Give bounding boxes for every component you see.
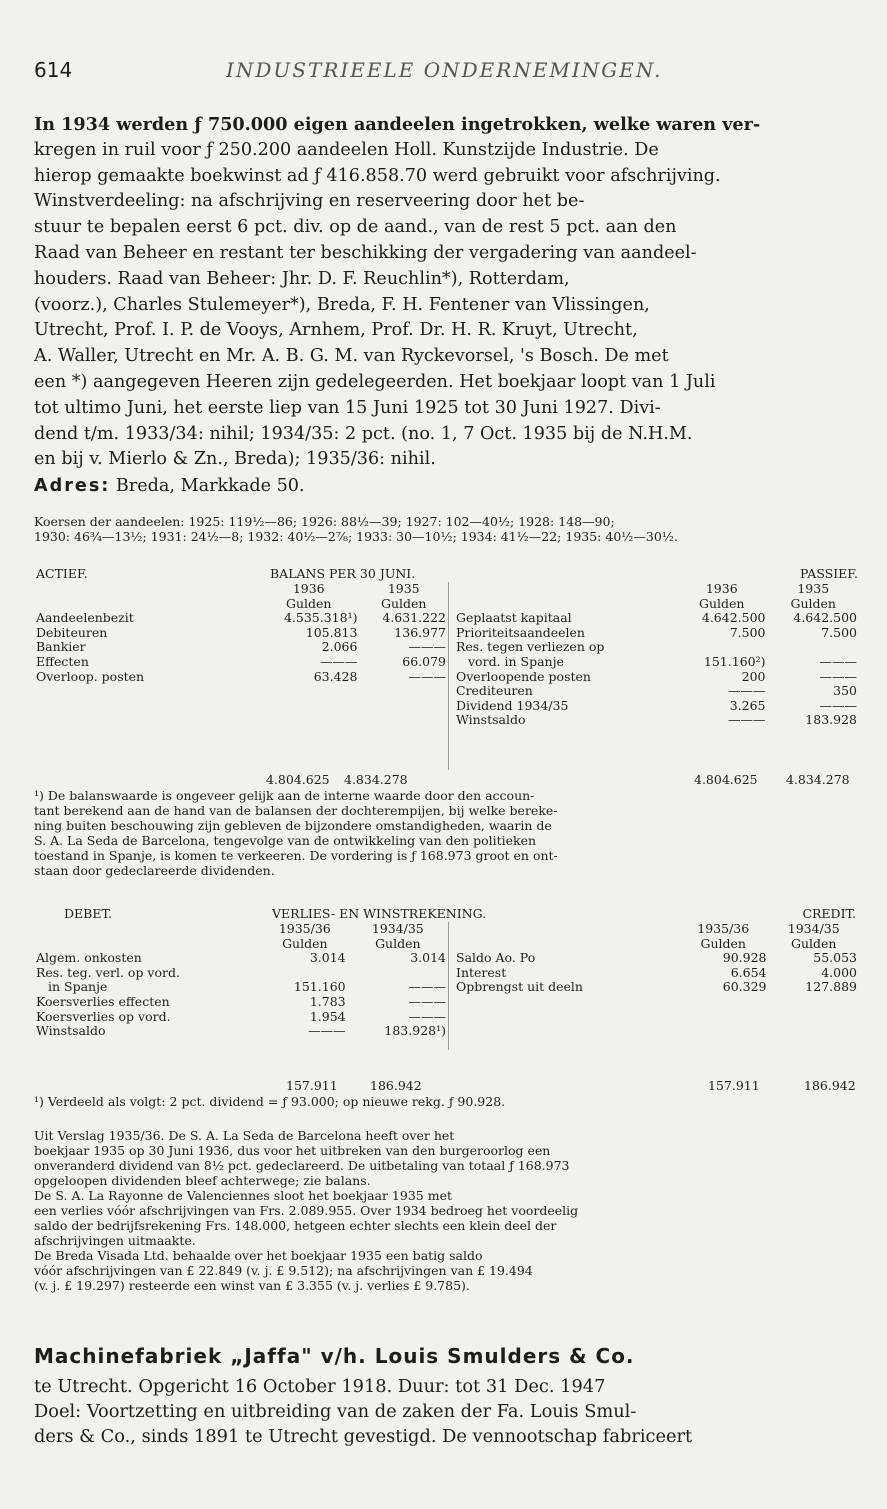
text-line: Raad van Beheer en restant ter beschikking der vergadering van aandeel- xyxy=(34,242,697,263)
table-row xyxy=(34,980,448,995)
text-cell: ——— xyxy=(408,668,446,684)
vw-totals xyxy=(34,1078,860,1094)
text-cell: ——— xyxy=(819,697,857,713)
text-cell: Res. tegen verliezen op xyxy=(456,639,605,655)
table-row xyxy=(454,640,859,655)
text-cell: 66.079 xyxy=(402,653,446,669)
text-cell: (v. j. £ 19.297) resteerde een winst van £ 3.355 (v. j. verlies £ 9.785). xyxy=(34,1278,470,1293)
text-cell: Doel: Voortzetting en uitbreiding van de zaken der Fa. Louis Smul- xyxy=(34,1401,637,1422)
text-line: (voorz.), Charles Stulemeyer*), Breda, F. H. Fentener van Vlissingen, xyxy=(34,294,650,315)
text-cell: onveranderd dividend van 8½ pct. gedeclareerd. De uitbetaling van totaal ƒ 168.973 xyxy=(34,1158,570,1173)
text-cell: ——— xyxy=(728,683,766,699)
running-title: INDUSTRIEELE ONDERNEMINGEN. xyxy=(226,58,663,82)
vw-divider xyxy=(448,922,449,1050)
text-cell: ——— xyxy=(819,668,857,684)
table-row xyxy=(454,713,859,728)
total-value: 4.834.278 xyxy=(786,772,850,787)
table-row xyxy=(34,995,448,1010)
table-row xyxy=(34,1024,448,1039)
text-cell: 55.053 xyxy=(813,950,857,966)
text-cell: 4.642.500 xyxy=(701,610,766,626)
text-cell: ¹) Verdeeld als volgt: 2 pct. dividend = ƒ 93.000; op nieuwe rekg. ƒ 90.928. xyxy=(34,1094,506,1109)
text-cell: 1934/35 xyxy=(787,921,840,936)
text-cell: 3.265 xyxy=(729,697,766,713)
text-cell: 105.813 xyxy=(305,624,358,640)
text-cell: 200 xyxy=(741,668,766,684)
table-row xyxy=(34,670,448,685)
text-line: hierop gemaakte boekwinst ad ƒ 416.858.70 werd gebruikt voor afschrijving. xyxy=(34,165,721,186)
vw-title: VERLIES- EN WINSTREKENING. xyxy=(272,906,487,921)
text-cell: Interest xyxy=(456,964,507,980)
text-cell xyxy=(768,640,860,655)
text-cell: De S. A. La Rayonne de Valenciennes sloot het boekjaar 1935 met xyxy=(34,1188,452,1203)
text-cell: ——— xyxy=(408,639,446,655)
text-line: Winstverdeeling: na afschrijving en reserveering door het be- xyxy=(34,191,585,212)
text-cell: Dividend 1934/35 xyxy=(456,697,569,713)
text-cell: tant berekend aan de hand van de balansen der dochterempijen, bij welke bereke- xyxy=(34,803,558,818)
text-cell: 1934/35 xyxy=(371,921,424,936)
text-cell: Gulden xyxy=(790,595,836,611)
text-cell: Prioriteitsaandeelen xyxy=(456,624,585,640)
text-cell: ——— xyxy=(408,993,446,1009)
text-cell: 90.928 xyxy=(722,950,767,966)
text-cell: 183.928¹) xyxy=(384,1023,446,1039)
text-line: een *) aangegeven Heeren zijn gedelegeerden. Het boekjaar loopt van 1 Juli xyxy=(34,371,716,392)
table-row xyxy=(454,670,859,685)
text-cell: ——— xyxy=(408,1008,446,1024)
adres-label: Adres: xyxy=(34,476,111,496)
text-cell: 1935 xyxy=(797,581,830,596)
text-cell: ——— xyxy=(819,653,857,669)
text-cell: De Breda Visada Ltd. behaalde over het boekjaar 1935 een batig saldo xyxy=(34,1248,483,1263)
table-row xyxy=(454,611,859,626)
table-row xyxy=(454,684,859,699)
text-cell: 157.911 xyxy=(286,1078,338,1093)
text-cell xyxy=(676,640,768,655)
text-line: kregen in ruil voor ƒ 250.200 aandeelen Holl. Kunstzijde Industrie. De xyxy=(34,139,659,160)
text-line: stuur te bepalen eerst 6 pct. div. op de aand., van de rest 5 pct. aan den xyxy=(34,217,677,238)
text-cell: Gulden xyxy=(699,595,745,611)
text-cell: in Spanje xyxy=(48,979,108,995)
table-row xyxy=(454,951,859,966)
balans-footnote xyxy=(34,788,860,878)
text-cell: 3.014 xyxy=(309,950,346,966)
table-row xyxy=(454,626,859,641)
text-line: 1930: 46¾—13½; 1931: 24½—8; 1932: 40½—2⅞; 1933: 30—10½; 1934: 41½—22; 1935: 40½—30½. xyxy=(34,529,678,544)
text-cell: ——— xyxy=(308,1023,346,1039)
intro-paragraph xyxy=(34,112,860,473)
text-cell: Res. teg. verl. op vord. xyxy=(36,964,180,980)
text-cell: 350 xyxy=(833,683,857,699)
text-cell: ¹) De balanswaarde is ongeveer gelijk aan de interne waarde door den accoun- xyxy=(34,788,535,803)
balans-totals xyxy=(34,772,860,788)
page-number: 614 xyxy=(34,58,73,82)
text-cell: afschrijvingen uitmaakte. xyxy=(34,1233,196,1248)
text-cell: 1.954 xyxy=(309,1008,346,1024)
text-cell: te Utrecht. Opgericht 16 October 1918. Duur: tot 31 Dec. 1947 xyxy=(34,1376,606,1397)
text-cell: Algem. onkosten xyxy=(36,950,142,966)
text-cell: saldo der bedrijfsrekening Frs. 148.000, hetgeen echter slechts een klein deel der xyxy=(34,1218,557,1233)
text-cell: Gulden xyxy=(700,935,746,951)
text-cell: Gulden xyxy=(282,935,328,951)
text-cell: Koersverlies op vord. xyxy=(36,1008,171,1024)
page-header xyxy=(34,58,853,84)
text-cell: Bankier xyxy=(36,639,86,655)
vw-credit-table xyxy=(454,922,859,995)
text-cell: ders & Co., sinds 1891 te Utrecht gevestigd. De vennootschap fabriceert xyxy=(34,1426,693,1447)
text-cell xyxy=(348,966,448,981)
year-1936: 1936 xyxy=(292,581,325,596)
text-cell: Aandeelenbezit xyxy=(36,610,134,626)
passief-label: PASSIEF. xyxy=(800,566,858,581)
table-row xyxy=(34,626,448,641)
table-row xyxy=(34,611,448,626)
text-cell: 151.160²) xyxy=(703,653,766,669)
currency-label: Gulden xyxy=(380,595,427,611)
text-line: dend t/m. 1933/34: nihil; 1934/35: 2 pct. (no. 1, 7 Oct. 1935 bij de N.H.M. xyxy=(34,423,693,444)
actief-label: ACTIEF. xyxy=(36,566,88,581)
text-cell: 60.329 xyxy=(722,979,767,995)
balans-passief-table xyxy=(454,582,859,728)
total-value: 4.804.625 xyxy=(266,772,330,787)
text-cell: 4.631.222 xyxy=(382,610,446,626)
table-row xyxy=(34,966,448,981)
text-cell: 1936 xyxy=(705,581,738,596)
text-cell: Gulden xyxy=(791,935,837,951)
text-cell: Debiteuren xyxy=(36,624,108,640)
text-cell: 127.889 xyxy=(805,979,857,995)
table-row xyxy=(454,980,859,995)
text-cell: 7.500 xyxy=(729,624,766,640)
balans-heading xyxy=(34,566,860,582)
text-cell: 157.911 xyxy=(708,1078,760,1093)
adres-line xyxy=(34,474,860,500)
text-cell: ——— xyxy=(408,979,446,995)
text-cell: 1.783 xyxy=(309,993,346,1009)
text-cell: Koersverlies effecten xyxy=(36,993,170,1009)
text-cell: staan door gedeclareerde dividenden. xyxy=(34,863,275,878)
debet-label: DEBET. xyxy=(64,906,112,921)
credit-label: CREDIT. xyxy=(802,906,856,921)
text-cell: Winstsaldo xyxy=(36,1023,106,1039)
text-cell: 1935/36 xyxy=(697,921,750,936)
text-cell: Overloop. posten xyxy=(36,668,145,684)
text-line: Koersen der aandeelen: 1925: 119½—86; 1926: 88½—39; 1927: 102—40½; 1928: 148—90; xyxy=(34,514,615,529)
total-value: 4.834.278 xyxy=(344,772,408,787)
currency-label: Gulden xyxy=(285,595,332,611)
text-cell: een verlies vóór afschrijvingen van Frs. 2.089.955. Over 1934 bedroeg het voordeelig xyxy=(34,1203,579,1218)
text-cell: 186.942 xyxy=(804,1078,856,1093)
text-cell: vord. in Spanje xyxy=(468,653,564,669)
text-cell: Crediteuren xyxy=(456,683,533,699)
text-cell: opgeloopen dividenden bleef achterwege; zie balans. xyxy=(34,1173,371,1188)
text-cell: 136.977 xyxy=(394,624,446,640)
table-row xyxy=(34,1010,448,1025)
table-row xyxy=(34,655,448,670)
koersen-block xyxy=(34,514,860,544)
table-row xyxy=(454,966,859,981)
text-cell: vóór afschrijvingen van £ 22.849 (v. j. £ 9.512); na afschrijvingen van £ 19.494 xyxy=(34,1263,533,1278)
table-row xyxy=(454,655,859,670)
text-cell: 183.928 xyxy=(805,712,857,728)
balans-divider xyxy=(448,582,449,770)
table-row xyxy=(34,951,448,966)
text-cell: 4.000 xyxy=(821,964,857,980)
text-cell xyxy=(262,966,348,981)
text-cell: 4.642.500 xyxy=(793,610,857,626)
table-row xyxy=(454,699,859,714)
text-cell: 63.428 xyxy=(313,668,358,684)
vw-debet-table xyxy=(34,922,448,1039)
vw-footnote xyxy=(34,1094,860,1109)
table-row xyxy=(34,640,448,655)
verslag-block xyxy=(34,1128,860,1293)
company-section xyxy=(34,1344,860,1449)
text-cell: Opbrengst uit deeln xyxy=(456,979,583,995)
text-cell: boekjaar 1935 op 30 Juni 1936, dus voor het uitbreken van den burgeroorlog een xyxy=(34,1143,551,1158)
text-cell: ning buiten beschouwing zijn gebleven de bijzondere omstandigheden, waarin de xyxy=(34,818,552,833)
text-cell: 1935/36 xyxy=(278,921,331,936)
company-heading: Machinefabriek „Jaffa" v/h. Louis Smulders & Co. xyxy=(34,1344,635,1368)
text-cell: Saldo Ao. Po xyxy=(456,950,536,966)
text-cell: Geplaatst kapitaal xyxy=(456,610,572,626)
text-cell: 7.500 xyxy=(821,624,857,640)
text-line: houders. Raad van Beheer: Jhr. D. F. Reuchlin*), Rotterdam, xyxy=(34,268,570,289)
vw-heading xyxy=(34,906,860,922)
text-cell: Effecten xyxy=(36,653,89,669)
text-line: A. Waller, Utrecht en Mr. A. B. G. M. van Ryckevorsel, 's Bosch. De met xyxy=(34,346,669,367)
text-cell: Winstsaldo xyxy=(456,712,526,728)
balans-actief-table xyxy=(34,582,448,684)
text-cell: 2.066 xyxy=(321,639,358,655)
text-cell: 3.014 xyxy=(410,950,446,966)
text-line: tot ultimo Juni, het eerste liep van 15 Juni 1925 tot 30 Juni 1927. Divi- xyxy=(34,397,661,418)
text-cell: Overloopende posten xyxy=(456,668,591,684)
text-line: en bij v. Mierlo & Zn., Breda); 1935/36: nihil. xyxy=(34,449,436,470)
text-line: In 1934 werden ƒ 750.000 eigen aandeelen ingetrokken, welke waren ver- xyxy=(34,114,761,135)
text-cell: 186.942 xyxy=(370,1078,422,1093)
total-value: 4.804.625 xyxy=(694,772,758,787)
text-line: Utrecht, Prof. I. P. de Vooys, Arnhem, Prof. Dr. H. R. Kruyt, Utrecht, xyxy=(34,320,638,341)
text-cell: 4.535.318¹) xyxy=(283,610,358,626)
text-cell: ——— xyxy=(319,653,358,669)
text-cell: S. A. La Seda de Barcelona, tengevolge van de ontwikkeling van den politieken xyxy=(34,833,537,848)
year-1935: 1935 xyxy=(387,581,420,596)
adres-value: Breda, Markkade 50. xyxy=(115,476,305,496)
text-cell: ——— xyxy=(728,712,766,728)
text-cell: toestand in Spanje, is komen te verkeeren. De vordering is ƒ 168.973 groot en ont- xyxy=(34,848,558,863)
text-cell: 151.160 xyxy=(293,979,346,995)
text-cell: 6.654 xyxy=(730,964,767,980)
text-cell: Gulden xyxy=(375,935,421,951)
text-cell: Uit Verslag 1935/36. De S. A. La Seda de Barcelona heeft over het xyxy=(34,1128,455,1143)
balans-title: BALANS PER 30 JUNI. xyxy=(270,566,416,581)
